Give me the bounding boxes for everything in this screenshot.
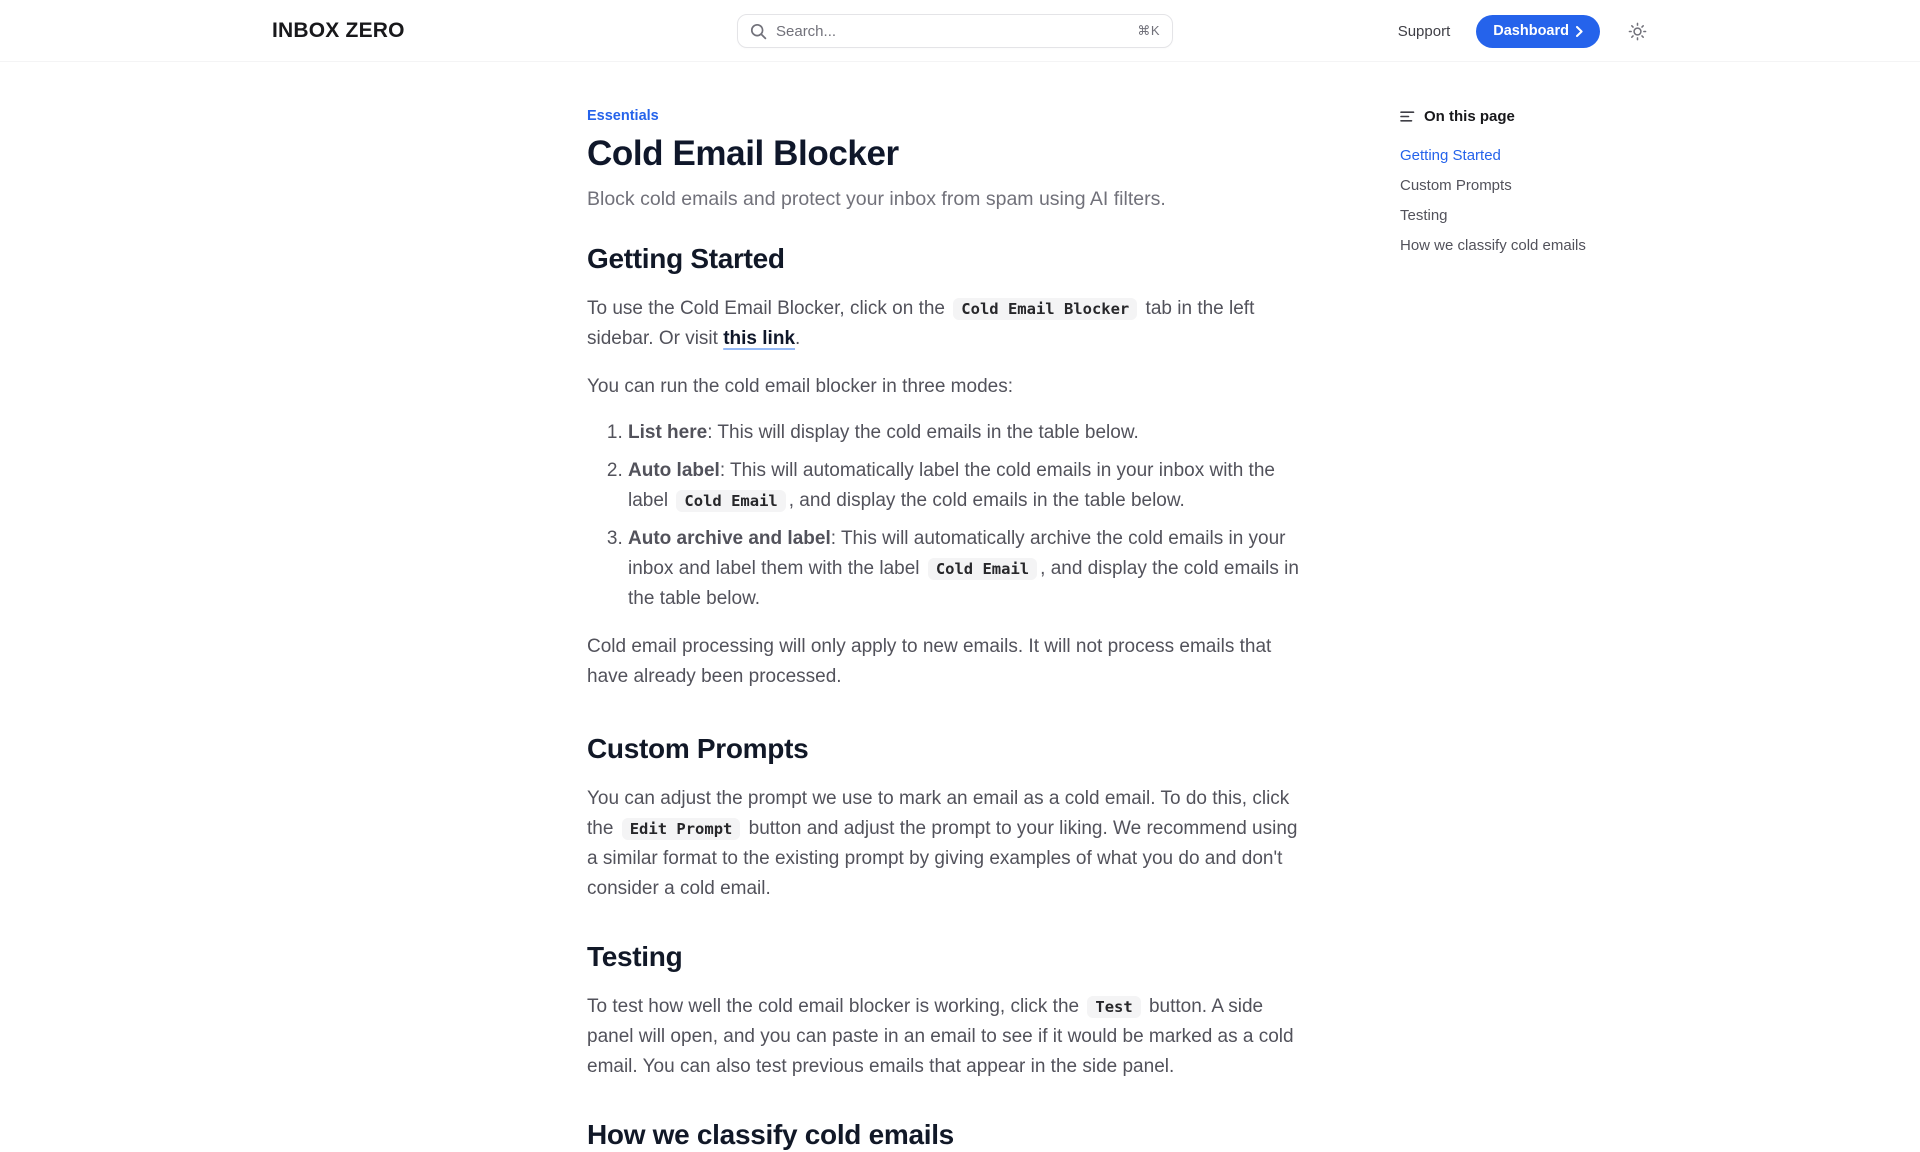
text-segment: tab in the left sidebar. Or visit xyxy=(587,298,1255,349)
toc-title: On this page xyxy=(1424,108,1515,125)
heading-testing: Testing xyxy=(587,941,683,972)
text-segment: To test how well the cold email blocker is working, click the xyxy=(587,996,1085,1017)
text-segment: : This will automatically archive the cold emails in your inbox and label them with the label xyxy=(628,528,1286,579)
sun-icon xyxy=(1628,22,1647,41)
dashboard-button-label: Dashboard xyxy=(1493,23,1569,39)
navbar-actions xyxy=(1398,0,1648,62)
paragraph xyxy=(587,294,1305,354)
heading-custom-prompts: Custom Prompts xyxy=(587,733,809,764)
page-subtitle: Block cold emails and protect your inbox from spam using AI filters. xyxy=(587,188,1166,210)
doc-article xyxy=(587,62,1305,1152)
text-segment: . xyxy=(795,328,801,349)
paragraph xyxy=(587,992,1305,1082)
theme-toggle-button[interactable] xyxy=(1626,20,1648,42)
search-shortcut-badge: ⌘K xyxy=(1137,23,1160,38)
toc-item xyxy=(1400,175,1660,197)
top-navbar xyxy=(0,0,1920,62)
breadcrumb[interactable]: Essentials xyxy=(587,108,659,124)
inline-code-chip: Cold Email xyxy=(928,558,1037,580)
inline-code-chip: Edit Prompt xyxy=(622,818,741,840)
text-segment: , and display the cold emails in the table below. xyxy=(788,490,1185,511)
toc-item xyxy=(1400,235,1660,257)
search-placeholder: Search... xyxy=(776,22,837,40)
list-item xyxy=(628,524,1305,614)
inline-code-chip: Test xyxy=(1087,996,1140,1018)
text-segment: : This will display the cold emails in the table below. xyxy=(707,422,1139,443)
paragraph xyxy=(587,784,1305,904)
list-item xyxy=(628,418,1305,448)
bold-text: List here xyxy=(628,422,708,443)
bold-text: Auto archive and label xyxy=(628,528,831,549)
dashboard-button[interactable] xyxy=(1476,15,1600,48)
inline-code-chip: Cold Email xyxy=(676,490,785,512)
list-item xyxy=(628,456,1305,516)
logo[interactable]: INBOX ZERO xyxy=(272,18,405,42)
toc-header xyxy=(1400,108,1660,125)
modes-list xyxy=(587,418,1305,614)
toc-link-custom-prompts[interactable]: Custom Prompts xyxy=(1400,177,1512,194)
heading-getting-started: Getting Started xyxy=(587,243,785,274)
toc-item xyxy=(1400,205,1660,227)
chevron-right-icon xyxy=(1576,26,1583,37)
toc-link-testing[interactable]: Testing xyxy=(1400,207,1448,224)
text-segment: button and adjust the prompt to your liking. We recommend using a similar format to the existing prompt by giving examples of what you do and don't consider a cold email. xyxy=(587,818,1298,899)
page-title: Cold Email Blocker xyxy=(587,134,899,173)
text-segment: button. A side panel will open, and you can paste in an email to see if it would be marked as a cold email. You can also test previous emails that appear in the side panel. xyxy=(587,996,1294,1077)
toc-list xyxy=(1400,145,1660,257)
toc-link-getting-started[interactable]: Getting Started xyxy=(1400,147,1501,164)
on-this-page-panel xyxy=(1400,62,1660,265)
toc-item xyxy=(1400,145,1660,167)
list-lines-icon xyxy=(1400,109,1415,124)
text-segment: , and display the cold emails in the table below. xyxy=(628,558,1299,609)
search-icon xyxy=(750,23,767,40)
inline-link[interactable]: this link xyxy=(723,328,796,349)
search-input[interactable] xyxy=(737,14,1173,48)
paragraph: Cold email processing will only apply to new emails. It will not process emails that have already been processed. xyxy=(587,636,1272,687)
bold-text: Auto label xyxy=(628,460,720,481)
toc-link-how-we-classify[interactable]: How we classify cold emails xyxy=(1400,237,1586,254)
text-segment: : This will automatically label the cold emails in your inbox with the label xyxy=(628,460,1275,511)
heading-how-we-classify: How we classify cold emails xyxy=(587,1119,954,1150)
support-link[interactable]: Support xyxy=(1397,22,1451,40)
text-segment: You can adjust the prompt we use to mark an email as a cold email. To do this, click the xyxy=(587,788,1290,839)
text-segment: To use the Cold Email Blocker, click on the xyxy=(587,298,951,319)
inline-code-chip: Cold Email Blocker xyxy=(953,298,1137,320)
paragraph: You can run the cold email blocker in three modes: xyxy=(587,376,1013,397)
